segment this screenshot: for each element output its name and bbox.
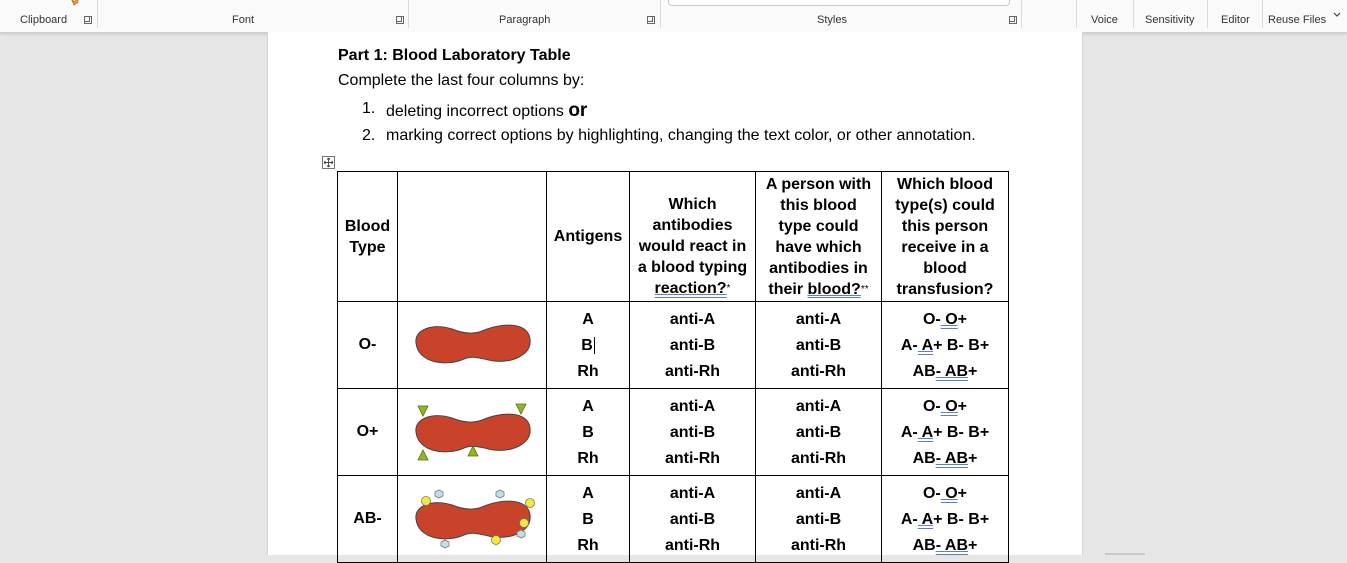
list-number: 2. (362, 127, 376, 144)
ribbon (0, 0, 1347, 33)
cell-blood-type[interactable]: O- (338, 302, 398, 389)
ribbon-group-paragraph: Paragraph (499, 14, 551, 26)
list-emphasis: or (568, 100, 588, 121)
table-row (338, 302, 1009, 389)
header-image[interactable] (398, 172, 547, 302)
paragraph-launcher-icon[interactable] (647, 16, 655, 24)
cell-react[interactable]: anti-A anti-B anti-Rh (630, 476, 756, 563)
header-antibodies-have[interactable]: A person with this blood type could have which antibodies in their blood?** (756, 172, 882, 302)
ribbon-separator (1133, 0, 1134, 28)
cell-blood-type[interactable]: O+ (338, 389, 398, 476)
ribbon-separator (1262, 0, 1263, 28)
styles-gallery[interactable] (668, 0, 1010, 6)
cell-transfusion[interactable]: O- O+ A- A+ B- B+ AB- AB+ (882, 302, 1009, 389)
ribbon-group-clipboard: Clipboard (20, 14, 68, 26)
cell-image[interactable] (398, 476, 547, 563)
cell-react[interactable]: anti-A anti-B anti-Rh (630, 389, 756, 476)
table-row (338, 476, 1009, 563)
cell-antigens[interactable]: A B Rh (547, 302, 630, 389)
table-header-row (338, 172, 1009, 302)
table-move-handle-icon[interactable] (322, 156, 335, 169)
ribbon-group-editor[interactable]: Editor (1221, 14, 1250, 26)
ribbon-group-font: Font (232, 14, 255, 26)
collapse-ribbon-chevron-icon[interactable] (1333, 11, 1341, 19)
document-heading: Part 1: Blood Laboratory Table (338, 47, 571, 64)
red-blood-cell-rh-icon (402, 400, 542, 464)
header-transfusion[interactable]: Which blood type(s) could this person receive in a blood transfusion? (882, 172, 1009, 302)
font-launcher-icon[interactable] (396, 16, 404, 24)
list-text: deleting incorrect options or (386, 100, 588, 121)
ribbon-separator (408, 0, 409, 28)
ribbon-separator (1207, 0, 1208, 28)
header-antigens[interactable]: Antigens (547, 172, 630, 302)
cell-image[interactable] (398, 389, 547, 476)
header-antibodies-react[interactable]: Which antibodies would react in a blood typing reaction?* (630, 172, 756, 302)
cell-have[interactable]: anti-A anti-B anti-Rh (756, 476, 882, 563)
table-row (338, 389, 1009, 476)
ribbon-group-sensitivity[interactable]: Sensitivity (1145, 14, 1195, 26)
document-intro: Complete the last four columns by: (338, 72, 585, 89)
cell-have[interactable]: anti-A anti-B anti-Rh (756, 389, 882, 476)
ribbon-separator (97, 0, 98, 28)
ribbon-separator (1021, 0, 1022, 28)
ribbon-separator (1076, 0, 1077, 28)
styles-launcher-icon[interactable] (1009, 16, 1017, 24)
list-text: marking correct options by highlighting, changing the text color, or other annotation. (386, 127, 976, 144)
ribbon-separator (660, 0, 661, 28)
red-blood-cell-ab-icon (402, 487, 542, 551)
red-blood-cell-icon (402, 315, 542, 375)
cell-transfusion[interactable]: O- O+ A- A+ B- B+ AB- AB+ (882, 476, 1009, 563)
cell-image[interactable] (398, 302, 547, 389)
format-painter-icon[interactable] (68, 0, 80, 6)
cell-antigens[interactable]: A B Rh (547, 476, 630, 563)
cell-blood-type[interactable]: AB- (338, 476, 398, 563)
clipboard-launcher-icon[interactable] (84, 16, 92, 24)
blood-lab-table[interactable] (337, 171, 1009, 563)
cell-react[interactable]: anti-A anti-B anti-Rh (630, 302, 756, 389)
cell-transfusion[interactable]: O- O+ A- A+ B- B+ AB- AB+ (882, 389, 1009, 476)
ribbon-group-reuse-files[interactable]: Reuse Files (1268, 14, 1327, 26)
header-blood-type[interactable]: Blood Type (338, 172, 398, 302)
ribbon-group-styles: Styles (817, 14, 847, 26)
text-cursor (594, 337, 595, 354)
cell-antigens[interactable]: A B Rh (547, 389, 630, 476)
list-number: 1. (362, 100, 376, 117)
cell-have[interactable]: anti-A anti-B anti-Rh (756, 302, 882, 389)
ribbon-group-voice[interactable]: Voice (1091, 14, 1118, 26)
